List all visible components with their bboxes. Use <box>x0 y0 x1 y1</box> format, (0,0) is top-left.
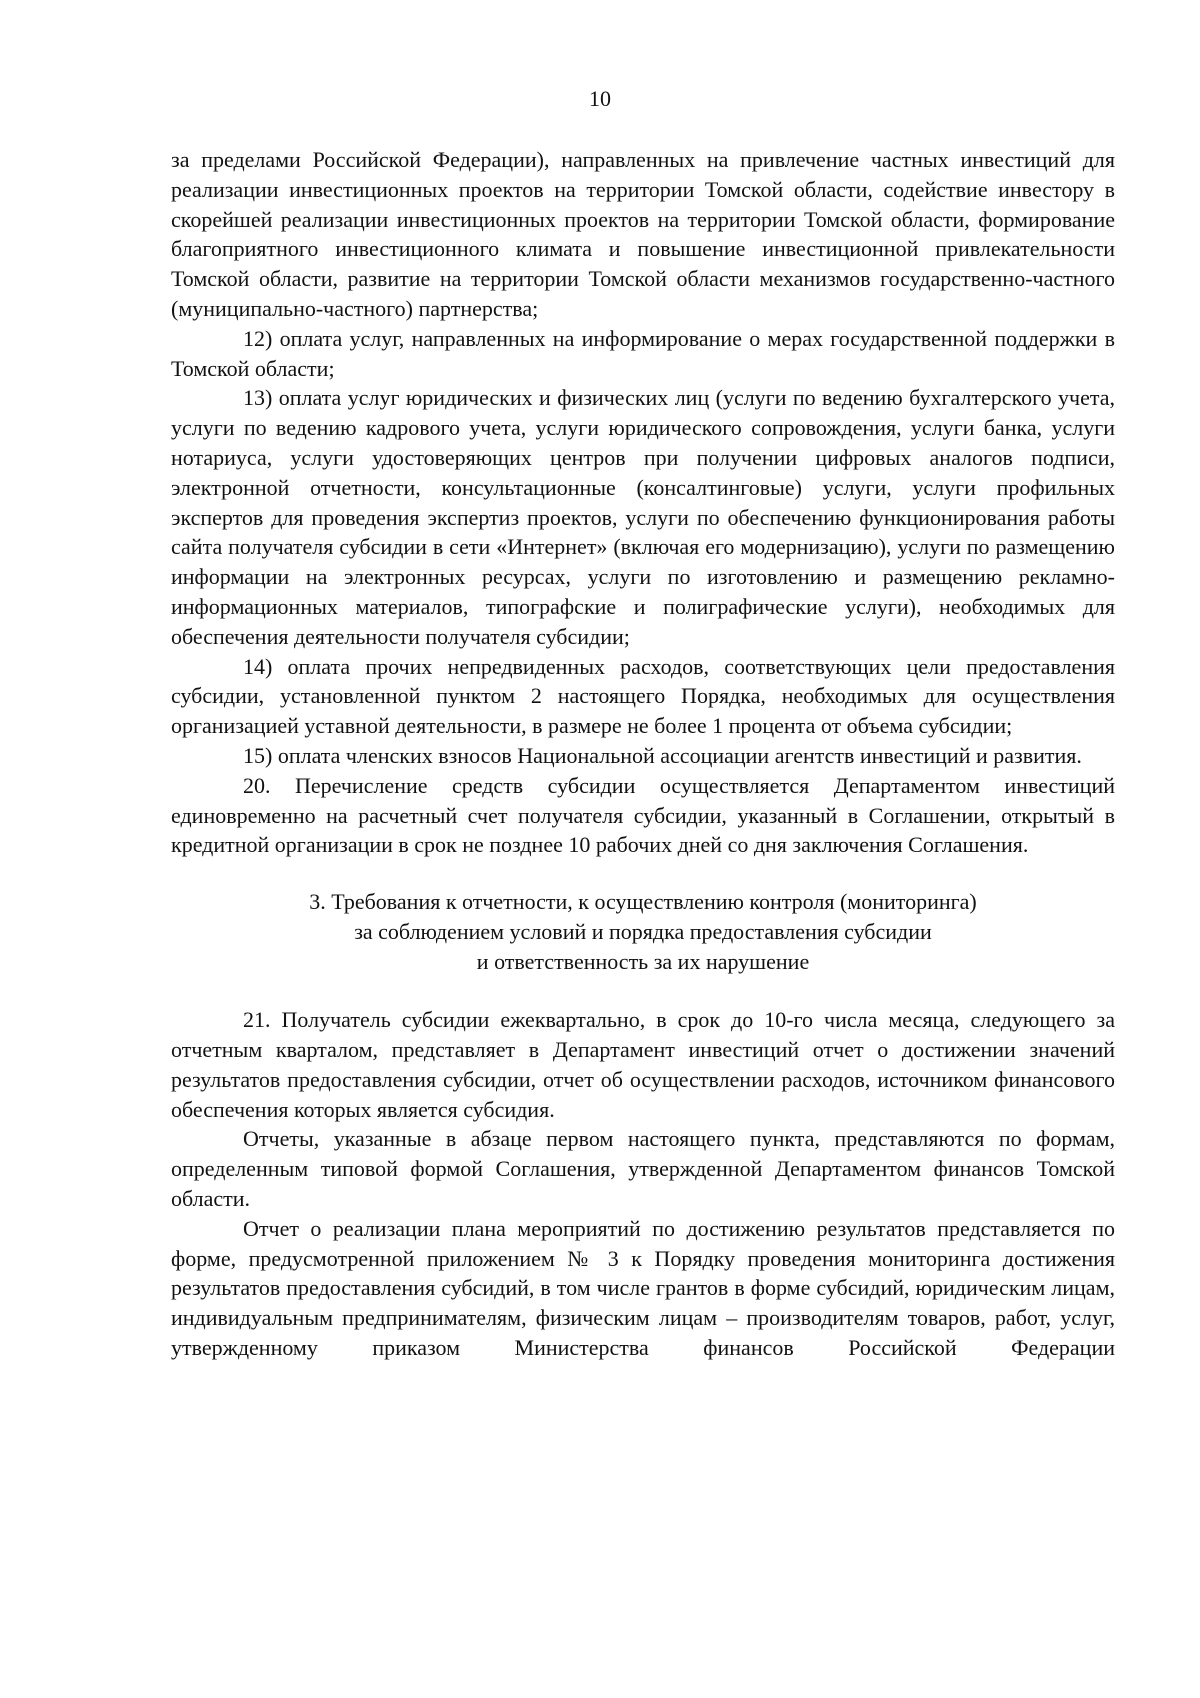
section-heading-line-1: 3. Требования к отчетности, к осуществлению контроля (мониторинга) <box>309 889 977 915</box>
section-heading-line-2: за соблюдением условий и порядка предоставления субсидии <box>354 919 932 945</box>
point-20-paragraph: 20. Перечисление средств субсидии осуществляется Департаментом инвестиций единовременно на расчетный счет получателя субсидии, указанный в Соглашении, открытый в кредитной организации в срок не позднее 10 рабочих дней со дня заключения Соглашения. <box>171 772 1115 858</box>
list-item-14: 14) оплата прочих непредвиденных расходов, соответствующих цели предоставления субсидии, установленной пунктом 2 настоящего Порядка, необходимых для осуществления организацией уставной деятельности, в размере не более 1 процента от объема субсидии; <box>171 653 1115 739</box>
section-heading <box>171 887 1115 977</box>
page-number: 10 <box>589 86 611 111</box>
point-21-paragraph: 21. Получатель субсидии ежеквартально, в срок до 10-го числа месяца, следующего за отчетным кварталом, представляет в Департамент инвестиций отчет о достижении значений результатов предоставления субсидии, отчет об осуществлении расходов, источником финансового обеспечения которых является субсидия. <box>171 1007 1115 1122</box>
final-paragraph: Отчет о реализации плана мероприятий по достижению результатов представляется по форме, предусмотренной приложением № 3 к Порядку проведения мониторинга достижения результатов предоставления субсидий, в том числе грантов в форме субсидий, юридическим лицам, индивидуальным предпринимателям, физическим лицам – производителям товаров, работ, услуг, утвержденному приказом Министерства финансов Российской Федерации <box>171 1215 1115 1360</box>
list-item-15: 15) оплата членских взносов Национальной ассоциации агентств инвестиций и развития. <box>243 742 1082 768</box>
list-item-13: 13) оплата услуг юридических и физических лиц (услуги по ведению бухгалтерского учета, услуги по ведению кадрового учета, услуги юридического сопровождения, услуги банка, услуги нотариуса, услуги удостоверяющих центров при получении цифровых аналогов подписи, электронной отчетности, консультационные (консалтинговые) услуги, услуги профильных экспертов для проведения экспертиз проектов, услуги по обеспечению функционирования работы сайта получателя субсидии в сети «Интернет» (включая его модернизацию), услуги по размещению информации на электронных ресурсах, услуги по изготовлению и размещению рекламно-информационных материалов, типографские и полиграфические услуги), необходимых для обеспечения деятельности получателя субсидии; <box>171 385 1115 649</box>
list-item-12: 12) оплата услуг, направленных на информирование о мерах государственной поддержки в Томской области; <box>171 325 1115 381</box>
section-heading-line-3: и ответственность за их нарушение <box>476 949 810 975</box>
document-body <box>171 145 1115 1363</box>
continuation-paragraph: за пределами Российской Федерации), направленных на привлечение частных инвестиций для реализации инвестиционных проектов на территории Томской области, содействие инвестору в скорейшей реализации инвестиционных проектов на территории Томской области, формирование благоприятного инвестиционного климата и повышение инвестиционной привлекательности Томской области, развитие на территории Томской области механизмов государственно-частного (муниципально-частного) партнерства; <box>171 147 1115 321</box>
reports-paragraph: Отчеты, указанные в абзаце первом настоящего пункта, представляются по формам, определенным типовой формой Соглашения, утвержденной Департаментом финансов Томской области. <box>171 1126 1115 1211</box>
